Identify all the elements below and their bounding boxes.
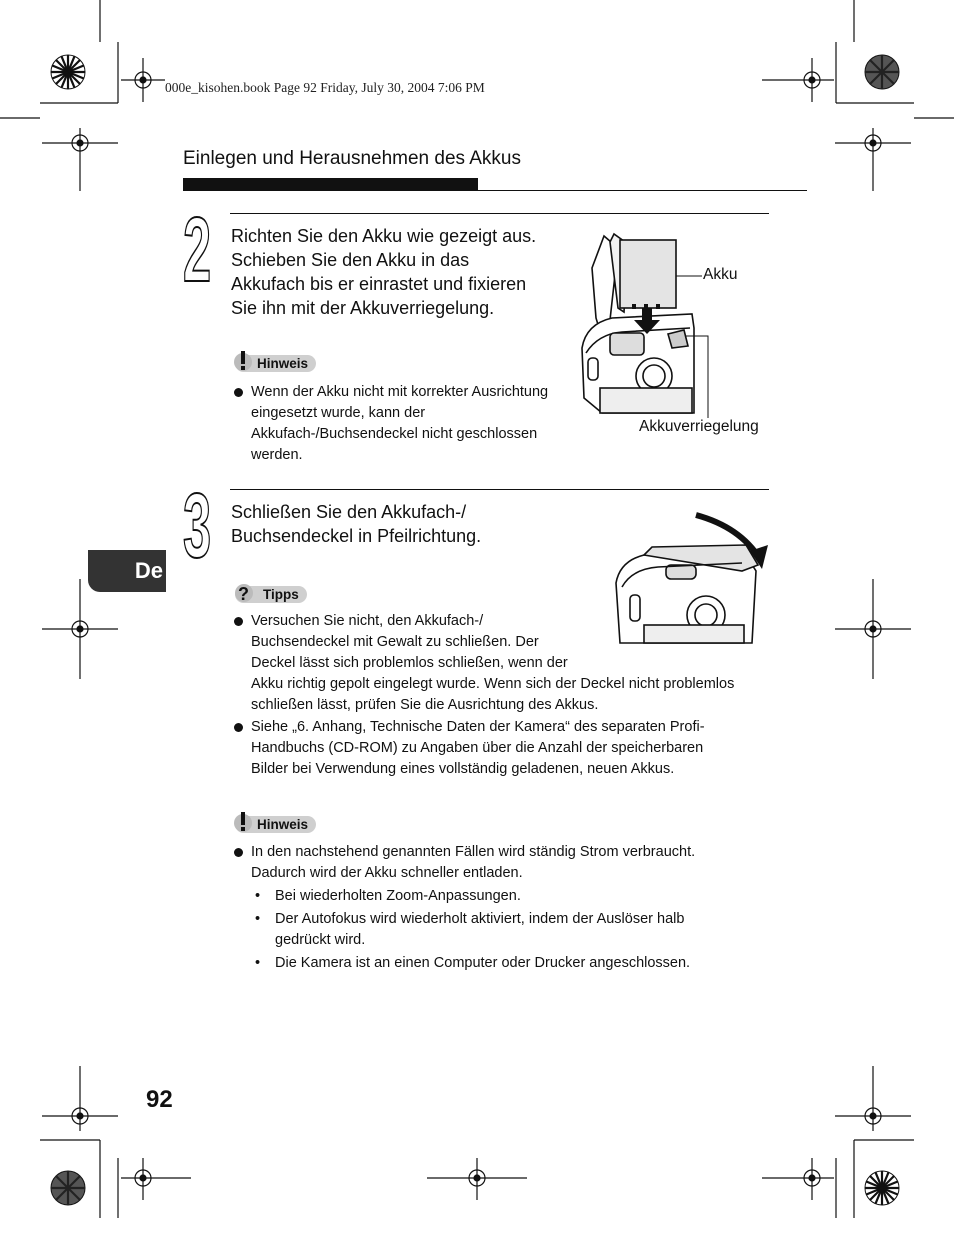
step2-line4: Sie ihn mit der Akkuverriegelung. xyxy=(231,298,495,318)
question-icon xyxy=(233,580,255,604)
step2-instruction xyxy=(231,224,571,320)
callout-battery-lock: Akkuverriegelung xyxy=(639,418,759,435)
sub-list-item: • Bei wiederholten Zoom-Anpassungen. xyxy=(255,888,521,904)
sub-list-item: • Die Kamera ist an einen Computer oder Drucker angeschlossen. xyxy=(255,955,691,971)
bullet-dot xyxy=(234,388,243,397)
hint-label: Hinweis xyxy=(257,356,309,371)
step3-line2: Buchsendeckel in Pfeilrichtung. xyxy=(231,526,482,546)
sub-list-item: • Der Autofokus wird wiederholt aktiviert, indem der Auslöser halb gedrückt wird. xyxy=(255,911,685,948)
bullet-dot xyxy=(234,848,243,857)
tips-label: Tipps xyxy=(263,587,299,602)
step2-hint-badge xyxy=(235,355,316,372)
language-tab xyxy=(88,550,166,592)
step3-divider xyxy=(230,489,769,490)
language-tab-label: De xyxy=(134,558,163,583)
hint-label: Hinweis xyxy=(257,817,309,832)
step-number-2: 2 xyxy=(183,199,209,301)
step-number-3: 3 xyxy=(183,475,209,577)
step3-instruction xyxy=(231,500,591,548)
print-header-meta: 000e_kisohen.book Page 92 Friday, July 30, 2004 7:06 PM xyxy=(165,80,485,95)
exclamation-icon xyxy=(233,810,255,834)
list-item: Siehe „6. Anhang, Technische Daten der Kamera“ des separaten Profi-Handbuchs (CD-ROM) zu Angaben über die Anzahl der speicherbaren Bilder bei Verwendung eines vollständig geladenen, neuen Akkus. xyxy=(234,717,774,780)
list-item: Versuchen Sie nicht, den Akkufach-/ Buchsendeckel mit Gewalt zu schließen. Der Deckel lässt sich problemlos schließen, wenn der Akku richtig gepolt eingelegt wurde. Wenn sich der Deckel nicht problemlos schließen lässt, prüfen Sie die Ausrichtung des Akkus. xyxy=(234,611,774,716)
tips-badge xyxy=(235,586,307,603)
svg-text:?: ? xyxy=(238,584,249,604)
step2-line1: Richten Sie den Akku wie gezeigt aus. xyxy=(231,226,537,246)
list-item: In den nachstehend genannten Fällen wird ständig Strom verbraucht. Dadurch wird der Akku schneller entladen. • Bei wiederholten Zoom-Anpassungen. • Der Autofokus wird wiederholt aktiviert, indem der Auslöser halb gedrückt wird. • Die Kamera ist an einen Computer oder Drucker angeschlossen. xyxy=(234,842,734,974)
step2-hint-list xyxy=(234,382,564,466)
callout-battery: Akku xyxy=(703,266,738,283)
step2-divider xyxy=(230,213,769,214)
note-hint-badge xyxy=(235,816,316,833)
title-bar xyxy=(183,178,478,191)
exclamation-icon xyxy=(233,349,255,373)
section-title: Einlegen und Herausnehmen des Akkus xyxy=(183,148,522,169)
page-number: 92 xyxy=(146,1086,173,1113)
note-list xyxy=(234,842,734,976)
list-item: Wenn der Akku nicht mit korrekter Ausrichtung eingesetzt wurde, kann der Akkufach-/Buchsendeckel nicht geschlossen werden. xyxy=(234,382,564,466)
step2-line2: Schieben Sie den Akku in das xyxy=(231,250,470,270)
step2-line3: Akkufach bis er einrastet und fixieren xyxy=(231,274,527,294)
step3-line1: Schließen Sie den Akkufach-/ xyxy=(231,502,467,522)
bullet-dot xyxy=(234,723,243,732)
battery-insert-illustration xyxy=(572,228,722,428)
note-sub-list xyxy=(251,886,734,974)
tips-list xyxy=(234,611,774,780)
bullet-dot xyxy=(234,617,243,626)
title-rule xyxy=(478,190,807,191)
